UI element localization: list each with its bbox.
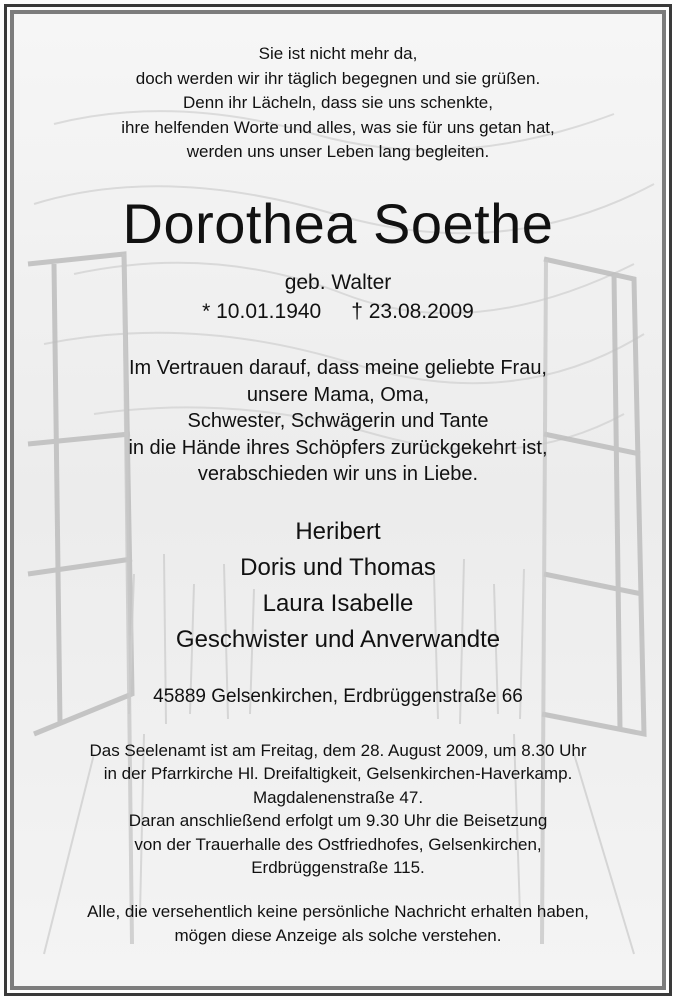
service-details: [14, 739, 662, 879]
service-line: Erdbrüggenstraße 115.: [251, 858, 425, 878]
closing-line: Alle, die versehentlich keine persönliche Nachricht erhalten haben,: [87, 902, 589, 921]
birth-date: * 10.01.1940: [202, 300, 322, 323]
mourner-name: Heribert: [295, 518, 381, 545]
verse-line: werden uns unser Leben lang begleiten.: [186, 142, 490, 161]
verse-line: Denn ihr Lächeln, dass sie uns schenkte,: [183, 93, 493, 112]
deceased-name: Dorothea Soethe: [122, 192, 554, 255]
closing-line: mögen diese Anzeige als solche verstehen.: [174, 926, 502, 945]
service-line: Magdalenenstraße 47.: [252, 787, 424, 807]
service-line: Das Seelenamt ist am Freitag, dem 28. August 2009, um 8.30 Uhr: [89, 741, 587, 760]
maiden-name: geb. Walter: [284, 271, 392, 294]
closing-note: [14, 900, 662, 948]
mourners-list: [14, 514, 662, 658]
message-line: Im Vertrauen darauf, dass meine geliebte Frau,: [128, 357, 547, 379]
farewell-message: [14, 355, 662, 488]
verse-line: doch werden wir ihr täglich begegnen und sie grüßen.: [135, 68, 541, 88]
mourner-name: Doris und Thomas: [240, 554, 436, 581]
verse-line: ihre helfenden Worte und alles, was sie für uns getan hat,: [121, 117, 555, 137]
memorial-verse: [14, 42, 662, 165]
verse-line: Sie ist nicht mehr da,: [258, 44, 418, 63]
life-dates: [14, 298, 662, 326]
family-address: 45889 Gelsenkirchen, Erdbrüggenstraße 66: [153, 686, 523, 707]
message-line: verabschieden wir uns in Liebe.: [197, 463, 479, 485]
mourner-name: Geschwister und Anverwandte: [175, 626, 501, 653]
death-date: † 23.08.2009: [351, 300, 474, 323]
mourner-name: Laura Isabelle: [262, 590, 414, 617]
service-line: Daran anschließend erfolgt um 9.30 Uhr die Beisetzung: [128, 811, 548, 831]
message-line: in die Hände ihres Schöpfers zurückgekehrt ist,: [128, 436, 548, 459]
message-line: unsere Mama, Oma,: [246, 383, 430, 406]
obituary-notice: [10, 10, 666, 990]
message-line: Schwester, Schwägerin und Tante: [187, 410, 489, 432]
service-line: in der Pfarrkirche Hl. Dreifaltigkeit, Gelsenkirchen-Haverkamp.: [103, 764, 573, 784]
service-line: von der Trauerhalle des Ostfriedhofes, Gelsenkirchen,: [134, 834, 542, 854]
